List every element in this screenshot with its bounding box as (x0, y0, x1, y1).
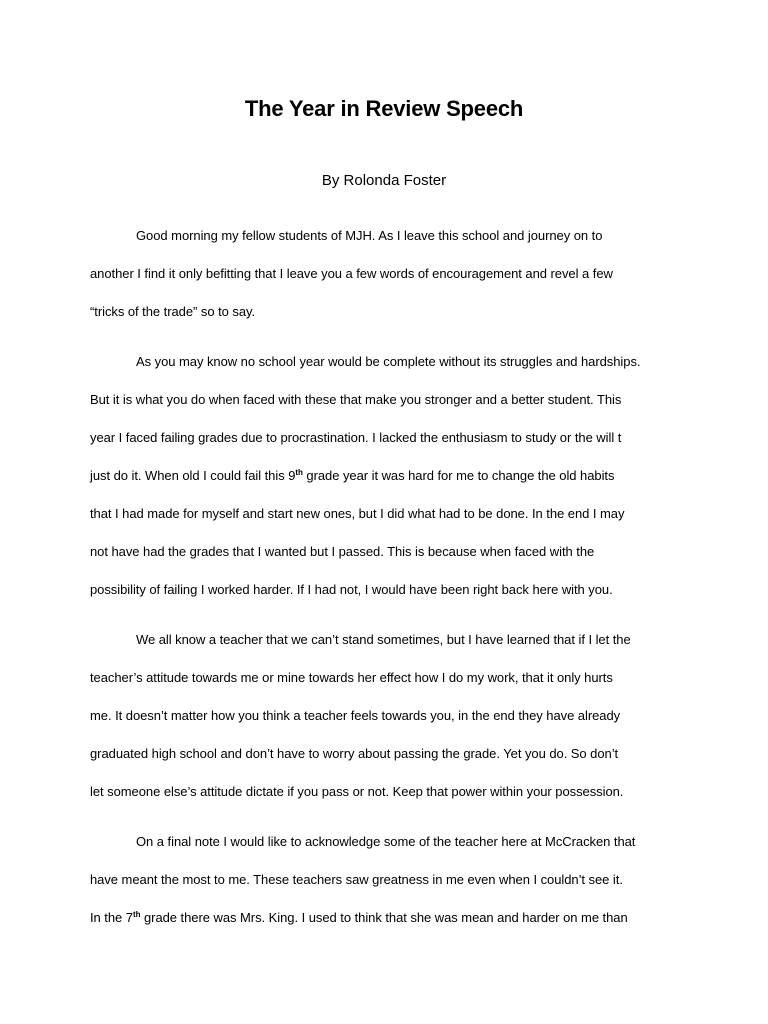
body-line-text: just do it. When old I could fail this 9 (90, 468, 296, 483)
body-line (90, 504, 624, 524)
body-line-text: not have had the grades that I wanted but I passed. This is because when faced with the (90, 544, 595, 559)
body-line-text: But it is what you do when faced with these that make you stronger and a better student. This (90, 392, 622, 407)
body-line-text: that I had made for myself and start new ones, but I did what had to be done. In the end I may (90, 506, 625, 521)
body-line-text: Good morning my fellow students of MJH. As I leave this school and journey on to (136, 228, 603, 243)
body-line-text-continued: grade year it was hard for me to change the old habits (302, 468, 615, 483)
body-line (90, 466, 614, 486)
body-line-text: On a final note I would like to acknowledge some of the teacher here at McCracken that (136, 834, 636, 849)
body-line-text: let someone else’s attitude dictate if you pass or not. Keep that power within your possession. (90, 784, 624, 799)
body-line (90, 782, 623, 802)
body-line-text: year I faced failing grades due to procrastination. I lacked the enthusiasm to study or the will t (90, 430, 622, 445)
body-line-text: another I find it only befitting that I leave you a few words of encouragement and revel a few (90, 266, 613, 281)
document-title: The Year in Review Speech (244, 96, 524, 121)
body-line (90, 908, 628, 928)
body-line-text: possibility of failing I worked harder. If I had not, I would have been right back here with you. (90, 582, 613, 597)
body-line (136, 352, 640, 372)
body-line-text: “tricks of the trade” so to say. (90, 304, 256, 319)
body-line (90, 744, 618, 764)
body-line (90, 542, 594, 562)
body-line (90, 264, 613, 284)
body-line (90, 706, 620, 726)
body-line-text: graduated high school and don’t have to worry about passing the grade. Yet you do. So don’t (90, 746, 619, 761)
body-line-text: In the 7 (90, 910, 133, 925)
body-line-text: teacher’s attitude towards me or mine towards her effect how I do my work, that it only hurts (90, 670, 613, 685)
body-line (90, 668, 613, 688)
body-line-text: As you may know no school year would be complete without its struggles and hardships. (136, 354, 641, 369)
body-line (136, 226, 602, 246)
body-line-text-continued: grade there was Mrs. King. I used to think that she was mean and harder on me than (140, 910, 628, 925)
body-line (136, 832, 635, 852)
ordinal-superscript: th (295, 468, 303, 477)
document-byline: By Rolonda Foster (321, 172, 447, 189)
ordinal-superscript: th (132, 910, 141, 919)
body-line (90, 428, 621, 448)
body-line (90, 390, 621, 410)
body-line (90, 302, 255, 322)
body-line (90, 580, 613, 600)
body-line-text: have meant the most to me. These teachers saw greatness in me even when I couldn’t see it. (90, 872, 623, 887)
body-line (136, 630, 631, 650)
body-line-text: me. It doesn’t matter how you think a teacher feels towards you, in the end they have already (90, 708, 621, 723)
body-line-text: We all know a teacher that we can’t stand sometimes, but I have learned that if I let the (136, 632, 631, 647)
body-line (90, 870, 623, 890)
